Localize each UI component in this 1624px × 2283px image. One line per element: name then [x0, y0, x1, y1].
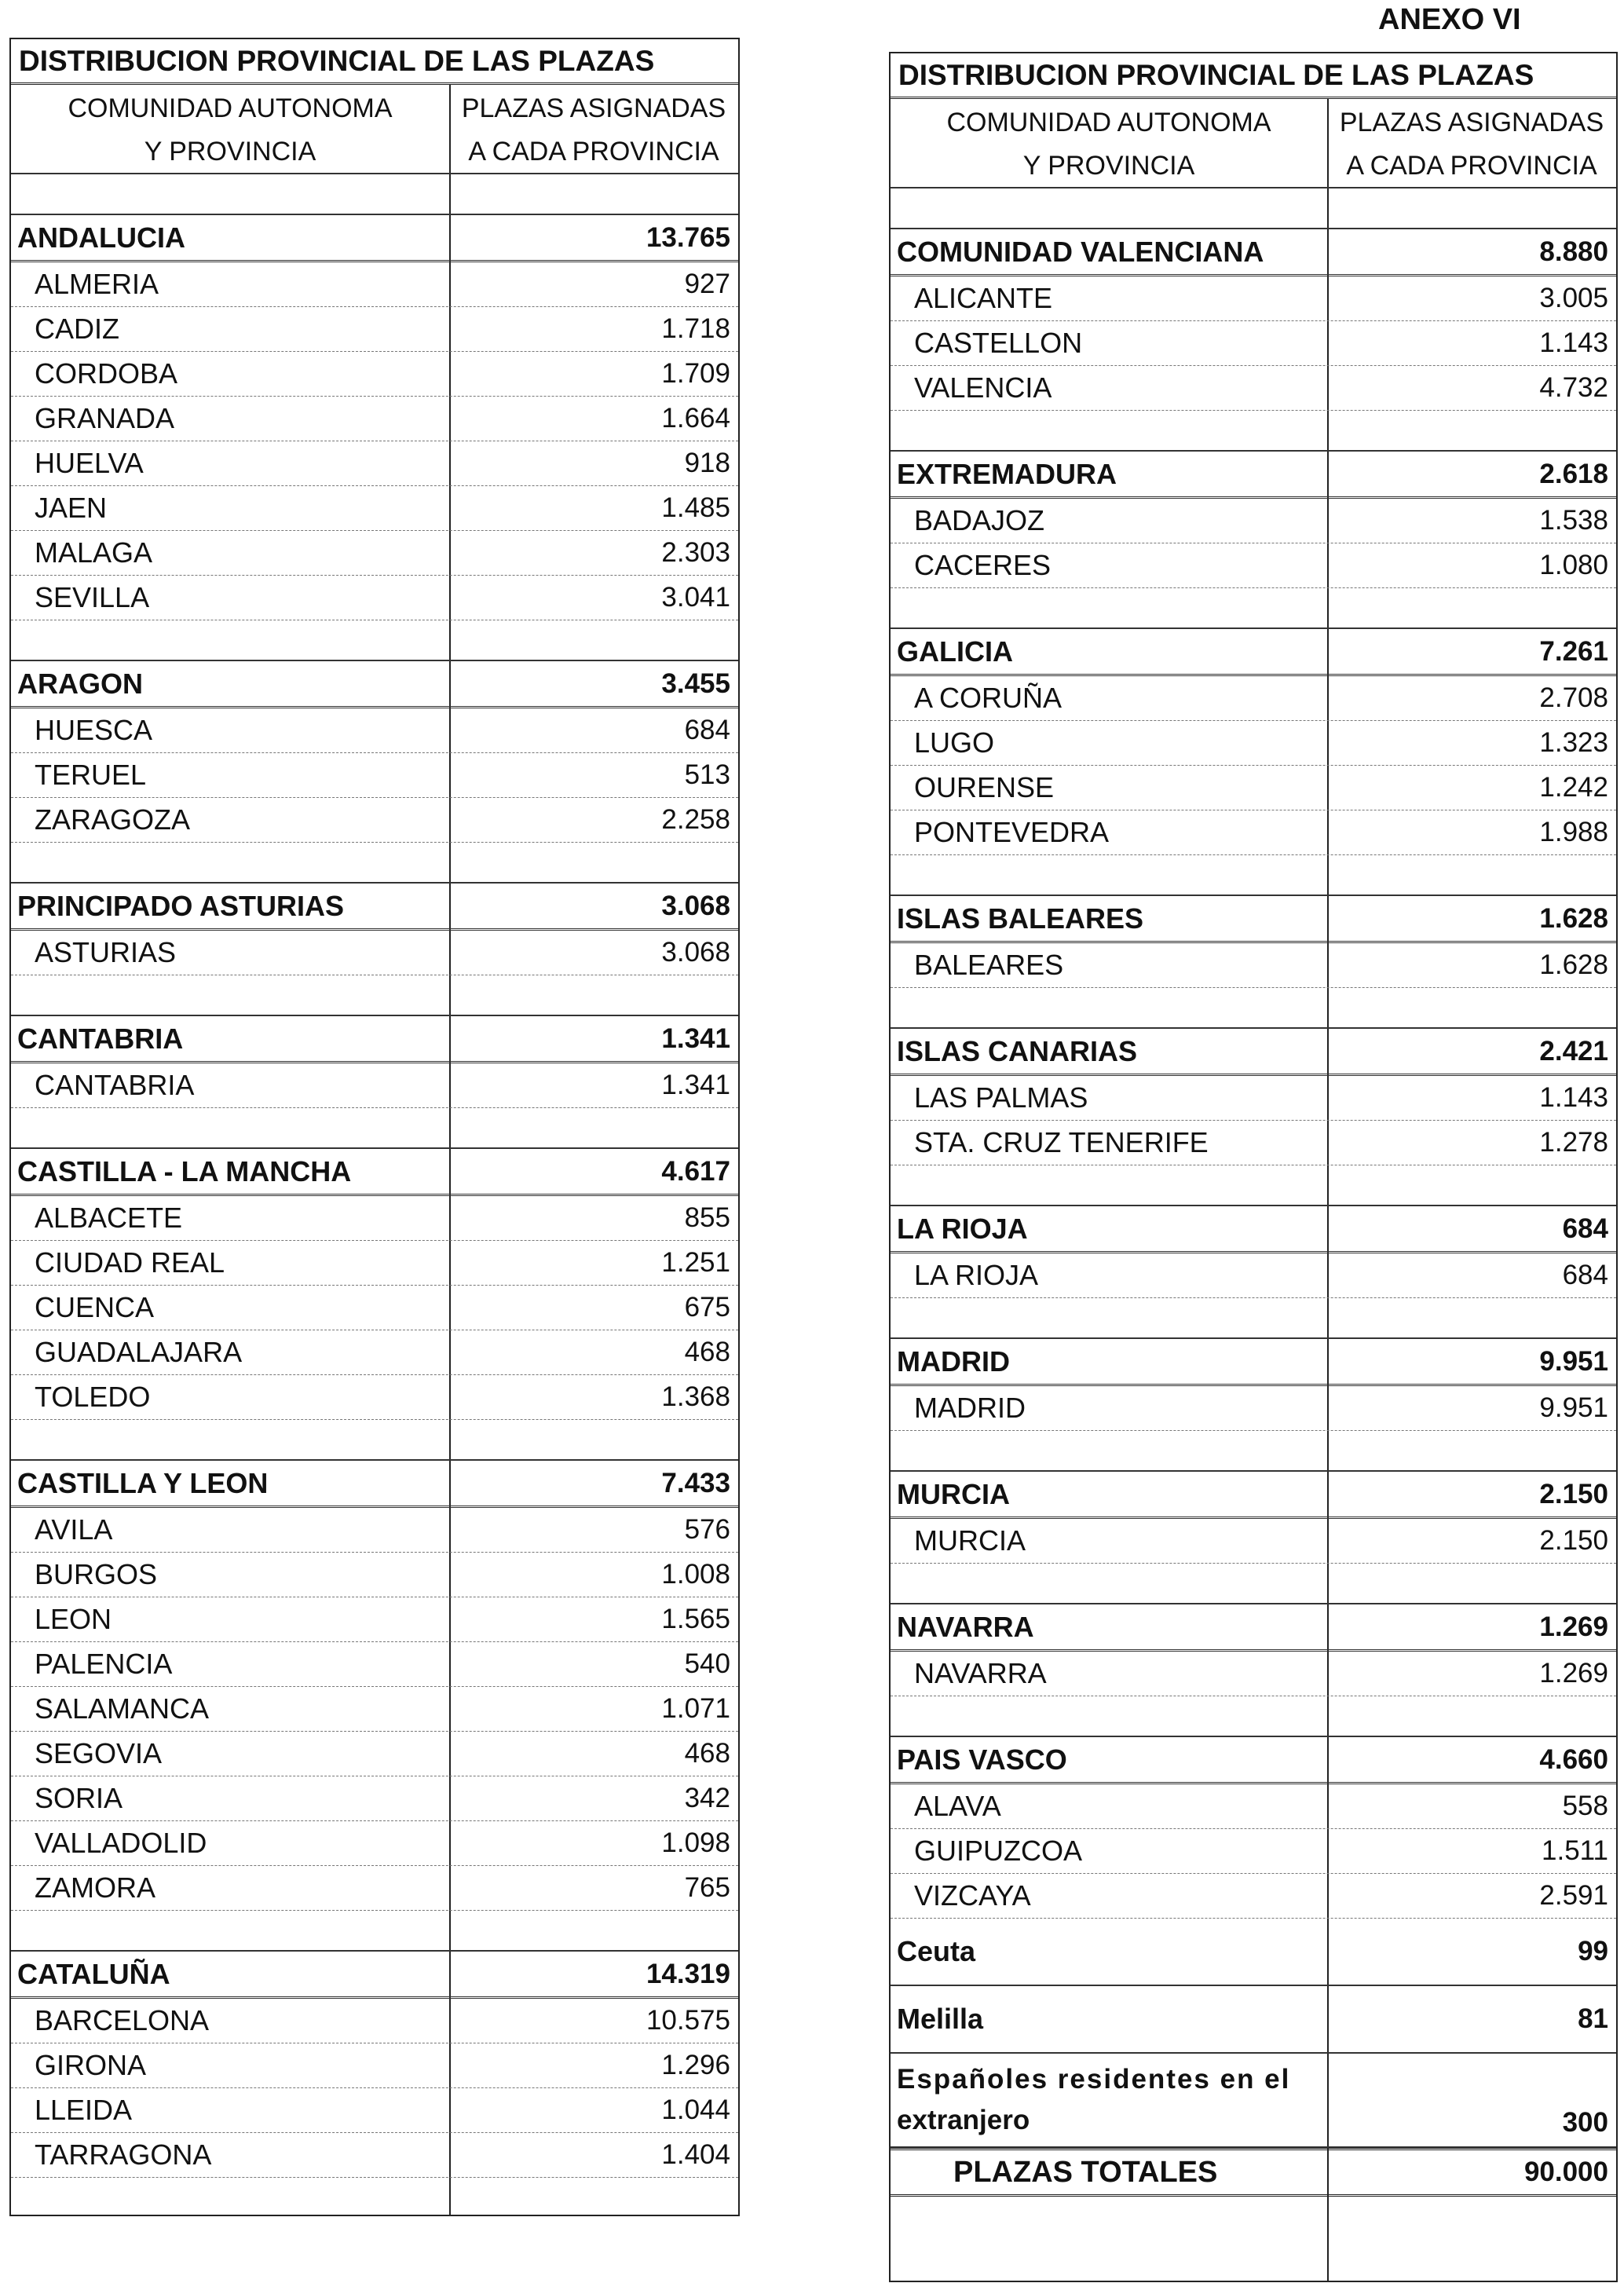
province-row — [891, 1874, 1616, 1919]
province-value: 1.278 — [1539, 1127, 1608, 1158]
region-total: 9.951 — [1539, 1345, 1608, 1377]
province-name: CASTELLON — [914, 327, 1083, 359]
province-value: 1.143 — [1539, 327, 1608, 358]
region-name: LA RIOJA — [897, 1212, 1028, 1245]
province-row — [891, 1253, 1616, 1298]
province-value: 2.591 — [1539, 1880, 1608, 1911]
province-row — [11, 753, 738, 798]
province-value: 765 — [684, 1872, 730, 1903]
province-name: ZAMORA — [35, 1871, 156, 1904]
province-row — [11, 931, 738, 975]
province-row — [11, 1597, 738, 1642]
region-row — [11, 1016, 738, 1063]
province-value: 1.628 — [1539, 949, 1608, 980]
province-row — [11, 1375, 738, 1420]
province-name: OURENSE — [914, 771, 1055, 803]
blank-row — [891, 1165, 1616, 1206]
table-title-row — [11, 39, 738, 85]
province-name: GRANADA — [35, 402, 175, 434]
province-name: PALENCIA — [35, 1648, 173, 1680]
province-row — [891, 676, 1616, 721]
blank-row — [891, 1564, 1616, 1604]
province-row — [891, 721, 1616, 766]
province-row — [11, 1776, 738, 1821]
province-name: TARRAGONA — [35, 2138, 212, 2171]
province-row — [891, 766, 1616, 810]
province-name: VALENCIA — [914, 371, 1052, 404]
province-row — [11, 1330, 738, 1375]
province-row — [11, 1196, 738, 1241]
table-title-row — [891, 53, 1616, 99]
province-name: JAEN — [35, 492, 108, 524]
header-plazas: PLAZAS ASIGNADAS — [1339, 107, 1604, 137]
province-name: BALEARES — [914, 949, 1064, 981]
province-name: VIZCAYA — [914, 1879, 1031, 1912]
province-value: 576 — [684, 1514, 730, 1545]
province-value: 1.323 — [1539, 727, 1608, 758]
special-name: Melilla — [897, 2003, 984, 2035]
province-row — [11, 1508, 738, 1553]
blank-row — [891, 1431, 1616, 1472]
province-row — [11, 397, 738, 441]
region-name: CANTABRIA — [17, 1022, 184, 1055]
province-name: ALMERIA — [35, 268, 159, 300]
header-provincia: Y PROVINCIA — [144, 136, 316, 166]
province-row — [11, 2043, 738, 2088]
province-value: 1.538 — [1539, 505, 1608, 536]
province-name: CIUDAD REAL — [35, 1246, 225, 1279]
province-name: SALAMANCA — [35, 1692, 210, 1725]
region-row — [891, 229, 1616, 276]
region-row — [891, 1206, 1616, 1253]
region-name: ISLAS BALEARES — [897, 902, 1144, 935]
region-total: 8.880 — [1539, 236, 1608, 267]
header-cada-provincia: A CADA PROVINCIA — [1346, 150, 1597, 181]
province-value: 1.718 — [661, 313, 730, 344]
province-name: GIRONA — [35, 2049, 147, 2081]
province-name: LUGO — [914, 726, 995, 759]
province-name: CANTABRIA — [35, 1069, 195, 1101]
province-row — [891, 1784, 1616, 1829]
province-value: 1.098 — [661, 1827, 730, 1858]
province-name: LEON — [35, 1603, 112, 1635]
province-name: ALBACETE — [35, 1202, 183, 1234]
region-row — [891, 629, 1616, 676]
province-name: TOLEDO — [35, 1381, 151, 1413]
province-value: 2.708 — [1539, 682, 1608, 713]
header-row-2 — [11, 130, 738, 174]
region-total: 7.433 — [661, 1467, 730, 1498]
province-name: HUELVA — [35, 447, 144, 479]
blank-row — [891, 1298, 1616, 1339]
province-row — [11, 1732, 738, 1776]
region-total: 1.628 — [1539, 902, 1608, 934]
blank-row — [11, 174, 738, 215]
province-name: ALAVA — [914, 1790, 1001, 1822]
province-row — [11, 441, 738, 486]
province-value: 1.709 — [661, 358, 730, 389]
region-name: ANDALUCIA — [17, 221, 185, 254]
region-row — [11, 1461, 738, 1508]
special-value: 81 — [1578, 2003, 1608, 2034]
header-provincia: Y PROVINCIA — [1022, 150, 1195, 181]
header-comunidad: COMUNIDAD AUTONOMA — [68, 93, 393, 123]
blank-row — [891, 188, 1616, 229]
blank-row — [11, 1911, 738, 1952]
province-value: 3.005 — [1539, 283, 1608, 313]
province-value: 1.269 — [1539, 1658, 1608, 1688]
province-row — [11, 798, 738, 843]
province-row — [891, 543, 1616, 588]
province-name: CACERES — [914, 549, 1052, 581]
region-row — [11, 1149, 738, 1196]
province-name: CORDOBA — [35, 357, 178, 390]
province-value: 3.041 — [661, 582, 730, 613]
province-name: CUENCA — [35, 1291, 155, 1323]
province-value: 684 — [684, 715, 730, 745]
province-name: LA RIOJA — [914, 1259, 1039, 1291]
province-name: LAS PALMAS — [914, 1081, 1088, 1114]
province-value: 4.732 — [1539, 372, 1608, 403]
region-total: 2.150 — [1539, 1478, 1608, 1509]
header-comunidad: COMUNIDAD AUTONOMA — [946, 107, 1271, 137]
province-row — [11, 708, 738, 753]
blank-row — [11, 975, 738, 1016]
region-name: GALICIA — [897, 635, 1013, 668]
header-cada-provincia: A CADA PROVINCIA — [468, 136, 719, 166]
province-row — [11, 1286, 738, 1330]
province-value: 558 — [1562, 1791, 1608, 1821]
table-title: DISTRIBUCION PROVINCIAL DE LAS PLAZAS — [898, 58, 1534, 91]
special-row — [891, 1919, 1616, 1986]
blank-row — [11, 620, 738, 661]
region-name: ISLAS CANARIAS — [897, 1034, 1138, 1067]
region-total: 684 — [1562, 1213, 1608, 1244]
province-value: 2.150 — [1539, 1525, 1608, 1556]
blank-row — [891, 1696, 1616, 1737]
region-row — [11, 1952, 738, 1999]
province-value: 1.296 — [661, 2050, 730, 2080]
region-name: COMUNIDAD VALENCIANA — [897, 235, 1264, 268]
region-total: 2.421 — [1539, 1035, 1608, 1066]
region-name: ARAGON — [17, 667, 143, 700]
province-name: TERUEL — [35, 759, 147, 791]
province-name: PONTEVEDRA — [914, 816, 1110, 848]
province-row — [11, 531, 738, 576]
province-row — [891, 1386, 1616, 1431]
blank-row — [11, 1108, 738, 1149]
region-row — [891, 1604, 1616, 1652]
province-name: HUESCA — [35, 714, 153, 746]
province-row — [891, 1519, 1616, 1564]
province-value: 9.951 — [1539, 1392, 1608, 1423]
province-row — [891, 499, 1616, 543]
province-value: 2.303 — [661, 537, 730, 568]
province-value: 1.368 — [661, 1381, 730, 1412]
province-row — [891, 1652, 1616, 1696]
province-row — [11, 1687, 738, 1732]
blank-row — [891, 855, 1616, 896]
province-name: BARCELONA — [35, 2004, 210, 2036]
province-row — [891, 321, 1616, 366]
province-row — [11, 1063, 738, 1108]
province-name: BURGOS — [35, 1558, 158, 1590]
province-row — [11, 2133, 738, 2178]
province-name: ASTURIAS — [35, 936, 177, 968]
province-name: SEVILLA — [35, 581, 150, 613]
region-total: 1.269 — [1539, 1611, 1608, 1642]
region-total: 3.455 — [661, 668, 730, 699]
totals-row — [891, 2148, 1616, 2197]
right-table — [889, 52, 1618, 2282]
region-total: 14.319 — [646, 1958, 730, 1989]
province-value: 540 — [684, 1648, 730, 1679]
province-row — [891, 810, 1616, 855]
region-total: 3.068 — [661, 890, 730, 921]
province-value: 1.071 — [661, 1693, 730, 1724]
province-row — [11, 486, 738, 531]
region-row — [891, 1339, 1616, 1386]
province-value: 3.068 — [661, 937, 730, 968]
region-name: EXTREMADURA — [897, 457, 1117, 490]
province-row — [891, 1076, 1616, 1121]
province-value: 1.341 — [661, 1070, 730, 1100]
extranjero-row — [891, 2054, 1616, 2148]
province-value: 1.008 — [661, 1559, 730, 1590]
province-name: SEGOVIA — [35, 1737, 163, 1769]
region-name: PRINCIPADO ASTURIAS — [17, 889, 345, 922]
province-value: 927 — [684, 269, 730, 299]
province-value: 918 — [684, 448, 730, 478]
province-name: MURCIA — [914, 1524, 1026, 1557]
totals-value: 90.000 — [1523, 2157, 1608, 2187]
province-name: NAVARRA — [914, 1657, 1047, 1689]
province-row — [11, 1866, 738, 1911]
province-value: 1.080 — [1539, 550, 1608, 580]
region-total: 7.261 — [1539, 635, 1608, 667]
province-value: 468 — [684, 1738, 730, 1769]
province-value: 10.575 — [646, 2005, 730, 2036]
blank-row — [11, 1420, 738, 1461]
blank-row — [891, 588, 1616, 629]
region-row — [11, 215, 738, 262]
annex-title: ANEXO VI — [1378, 3, 1521, 36]
province-row — [11, 262, 738, 307]
province-row — [11, 1642, 738, 1687]
province-value: 1.143 — [1539, 1082, 1608, 1113]
region-name: PAIS VASCO — [897, 1743, 1067, 1776]
region-name: MADRID — [897, 1345, 1010, 1377]
extranjero-label-line2: extranjero — [897, 2105, 1030, 2135]
province-value: 2.258 — [661, 804, 730, 835]
province-value: 1.242 — [1539, 772, 1608, 803]
region-total: 4.617 — [661, 1155, 730, 1187]
region-total: 13.765 — [646, 221, 730, 253]
province-value: 1.988 — [1539, 817, 1608, 847]
region-total: 2.618 — [1539, 458, 1608, 489]
province-value: 855 — [684, 1202, 730, 1233]
province-row — [11, 576, 738, 620]
province-value: 342 — [684, 1783, 730, 1813]
province-row — [11, 1553, 738, 1597]
province-value: 675 — [684, 1292, 730, 1323]
province-value: 1.044 — [661, 2095, 730, 2125]
province-name: GUIPUZCOA — [914, 1835, 1083, 1867]
province-row — [11, 352, 738, 397]
region-name: CASTILLA Y LEON — [17, 1466, 269, 1499]
province-value: 513 — [684, 759, 730, 790]
province-value: 1.251 — [661, 1247, 730, 1278]
region-row — [891, 1737, 1616, 1784]
province-name: LLEIDA — [35, 2094, 133, 2126]
header-plazas: PLAZAS ASIGNADAS — [461, 93, 726, 123]
blank-row — [11, 843, 738, 884]
region-name: CASTILLA - LA MANCHA — [17, 1154, 352, 1187]
blank-row — [891, 988, 1616, 1029]
province-value: 1.485 — [661, 492, 730, 523]
province-name: STA. CRUZ TENERIFE — [914, 1126, 1209, 1158]
region-total: 1.341 — [661, 1023, 730, 1054]
special-name: Ceuta — [897, 1935, 976, 1967]
special-row — [891, 1986, 1616, 2054]
province-row — [891, 1829, 1616, 1874]
header-row-2 — [891, 145, 1616, 188]
region-row — [891, 1029, 1616, 1076]
province-name: MADRID — [914, 1392, 1026, 1424]
province-value: 684 — [1562, 1260, 1608, 1290]
special-value: 99 — [1578, 1936, 1608, 1967]
province-name: CADIZ — [35, 313, 119, 345]
region-row — [11, 661, 738, 708]
extranjero-label-line1: Españoles residentes en el — [897, 2064, 1291, 2095]
province-name: SORIA — [35, 1782, 123, 1814]
table-title: DISTRIBUCION PROVINCIAL DE LAS PLAZAS — [19, 44, 655, 77]
region-name: CATALUÑA — [17, 1957, 170, 1990]
province-row — [11, 2088, 738, 2133]
province-row — [891, 943, 1616, 988]
province-row — [11, 1999, 738, 2043]
province-row — [11, 307, 738, 352]
province-row — [891, 1121, 1616, 1165]
totals-label: PLAZAS TOTALES — [953, 2155, 1218, 2189]
province-name: A CORUÑA — [914, 682, 1063, 714]
province-row — [891, 276, 1616, 321]
province-value: 1.404 — [661, 2139, 730, 2170]
province-value: 1.511 — [1542, 1835, 1608, 1866]
region-name: NAVARRA — [897, 1610, 1034, 1643]
province-name: VALLADOLID — [35, 1827, 207, 1859]
province-value: 468 — [684, 1337, 730, 1367]
province-name: MALAGA — [35, 536, 153, 569]
blank-row — [891, 411, 1616, 452]
province-value: 1.664 — [661, 403, 730, 434]
province-name: ZARAGOZA — [35, 803, 191, 836]
province-value: 1.565 — [661, 1604, 730, 1634]
extranjero-value: 300 — [1562, 2107, 1608, 2138]
province-name: ALICANTE — [914, 282, 1053, 314]
province-row — [891, 366, 1616, 411]
province-row — [11, 1241, 738, 1286]
region-name: MURCIA — [897, 1477, 1010, 1510]
region-row — [891, 1472, 1616, 1519]
region-row — [891, 896, 1616, 943]
province-name: AVILA — [35, 1513, 113, 1546]
province-name: GUADALAJARA — [35, 1336, 243, 1368]
region-row — [11, 884, 738, 931]
left-table — [9, 38, 740, 2216]
region-row — [891, 452, 1616, 499]
region-total: 4.660 — [1539, 1743, 1608, 1775]
province-row — [11, 1821, 738, 1866]
province-name: BADAJOZ — [914, 504, 1045, 536]
